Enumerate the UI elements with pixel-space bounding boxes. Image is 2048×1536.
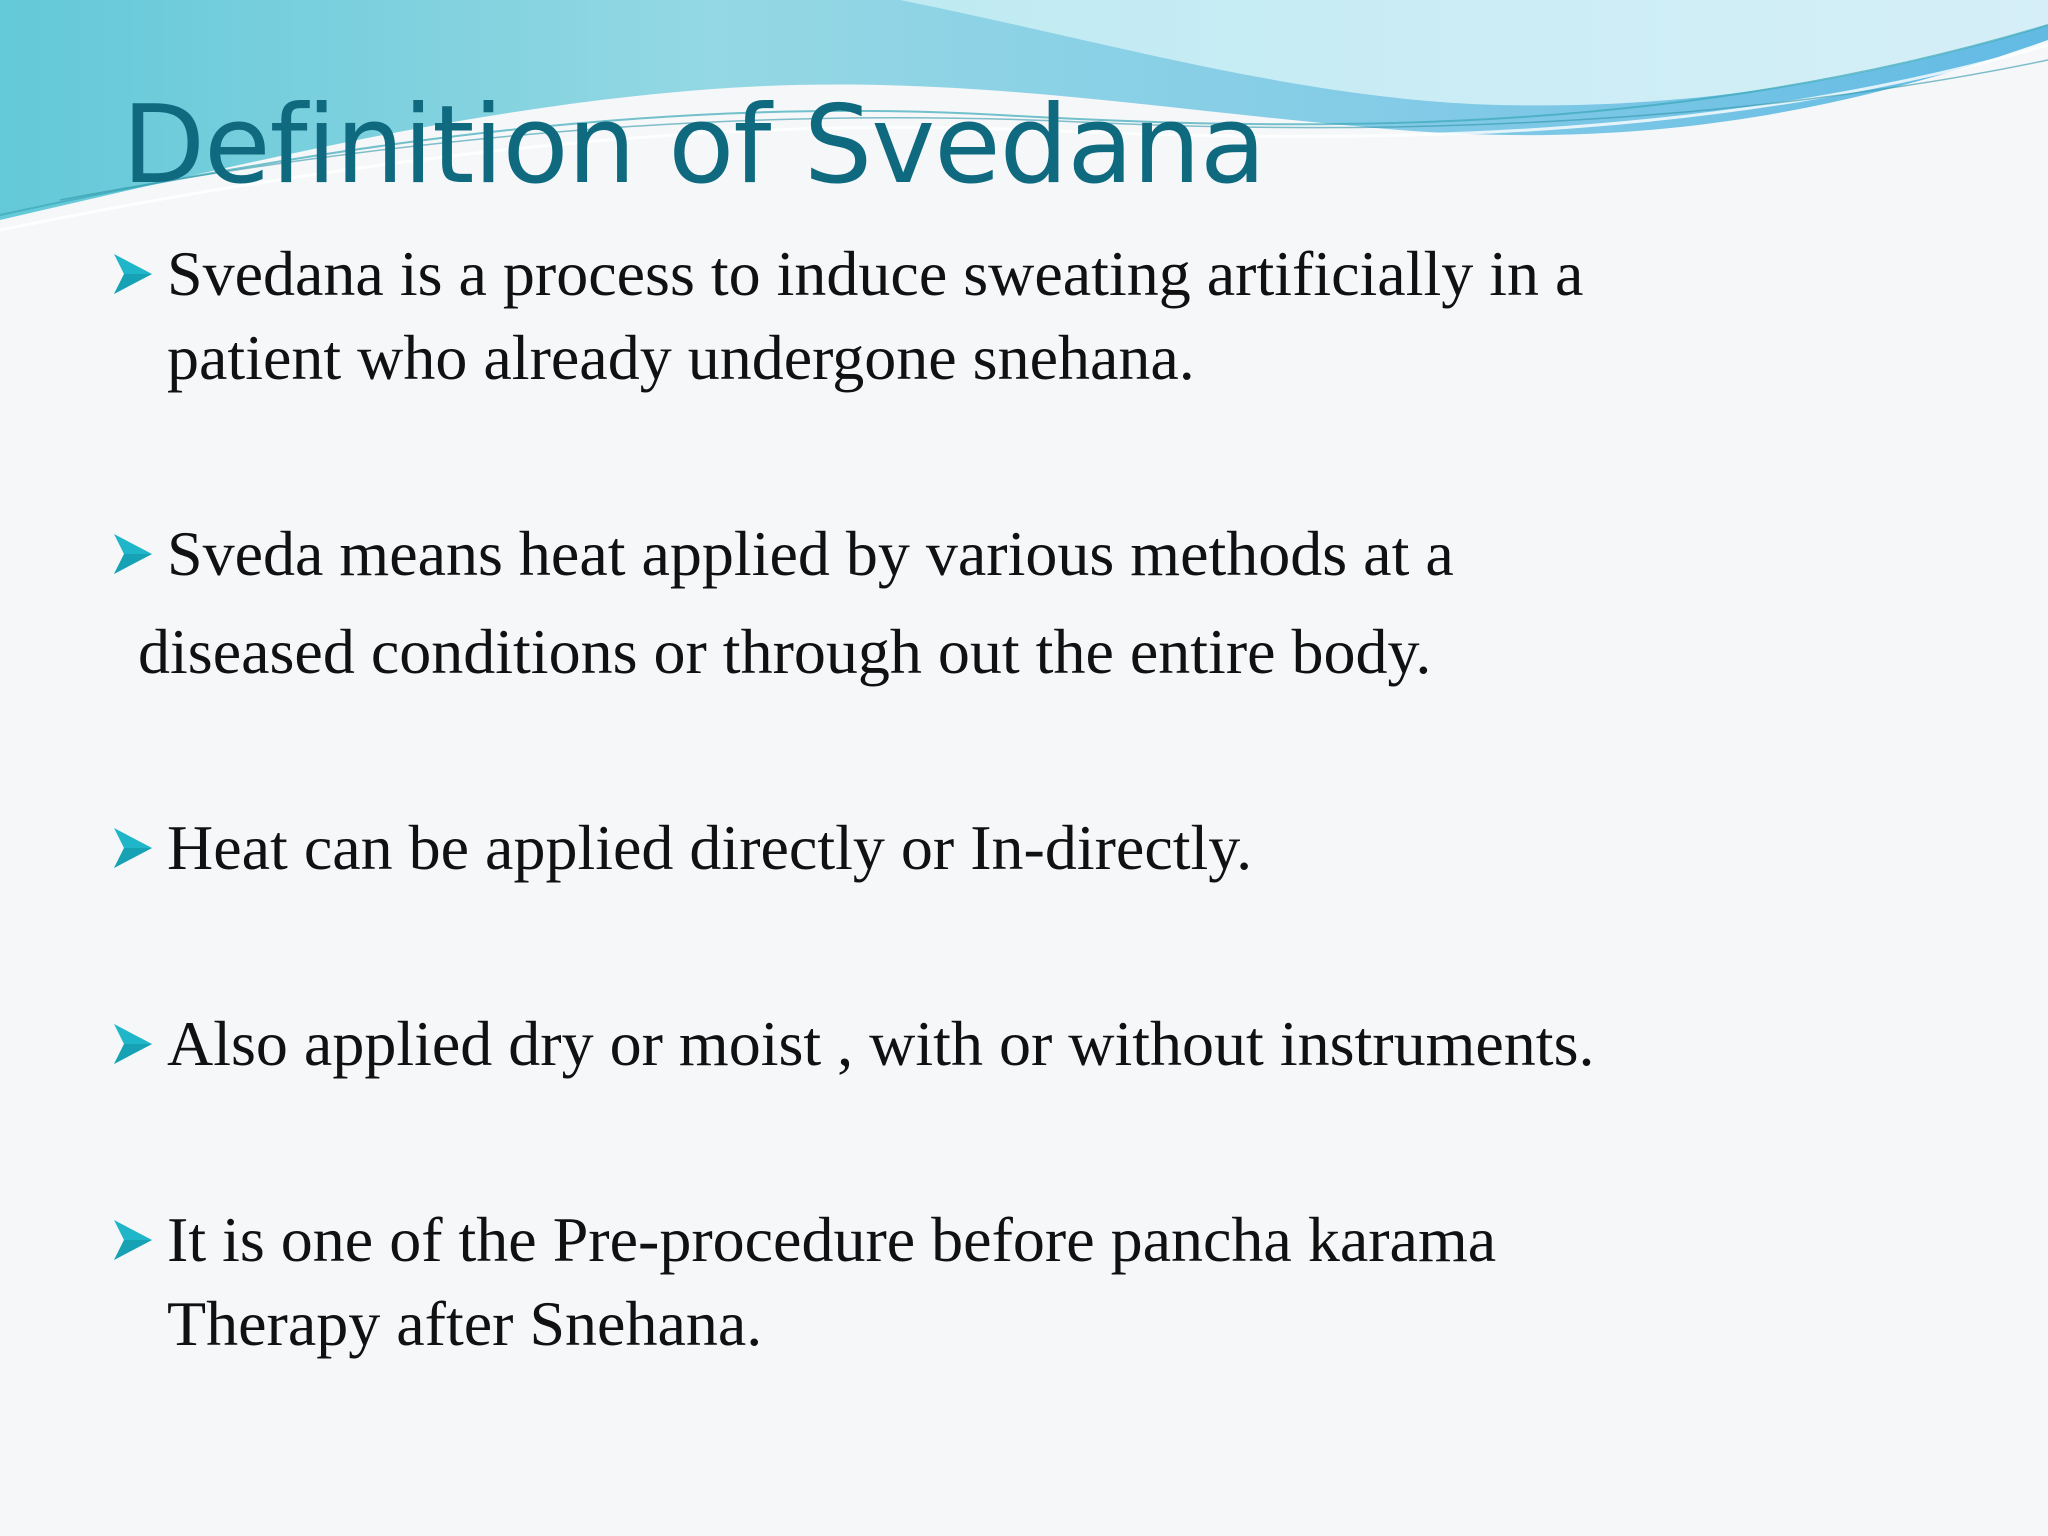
arrow-bullet-icon	[110, 528, 156, 580]
arrow-bullet-icon	[110, 1214, 156, 1266]
bullet-2-line-1: Sveda means heat applied by various methods at a	[167, 518, 1454, 589]
bullet-4-line-1: Also applied dry or moist , with or without instruments.	[167, 1008, 1595, 1079]
arrow-bullet-icon	[110, 1018, 156, 1070]
bullet-5-line-2: Therapy after Snehana.	[167, 1288, 763, 1359]
bullet-1-line-2: patient who already undergone snehana.	[167, 322, 1195, 393]
arrow-bullet-icon	[110, 822, 156, 874]
bullet-1-line-1: Svedana is a process to induce sweating artificially in a	[167, 238, 1584, 309]
bullet-5-line-1: It is one of the Pre-procedure before pancha karama	[167, 1204, 1497, 1275]
arrow-bullet-icon	[110, 248, 156, 300]
bullet-2-line-2: diseased conditions or through out the entire body.	[138, 616, 1432, 687]
slide-title: Definition of Svedana	[122, 83, 1266, 208]
bullet-3-line-1: Heat can be applied directly or In-directly.	[167, 812, 1253, 883]
